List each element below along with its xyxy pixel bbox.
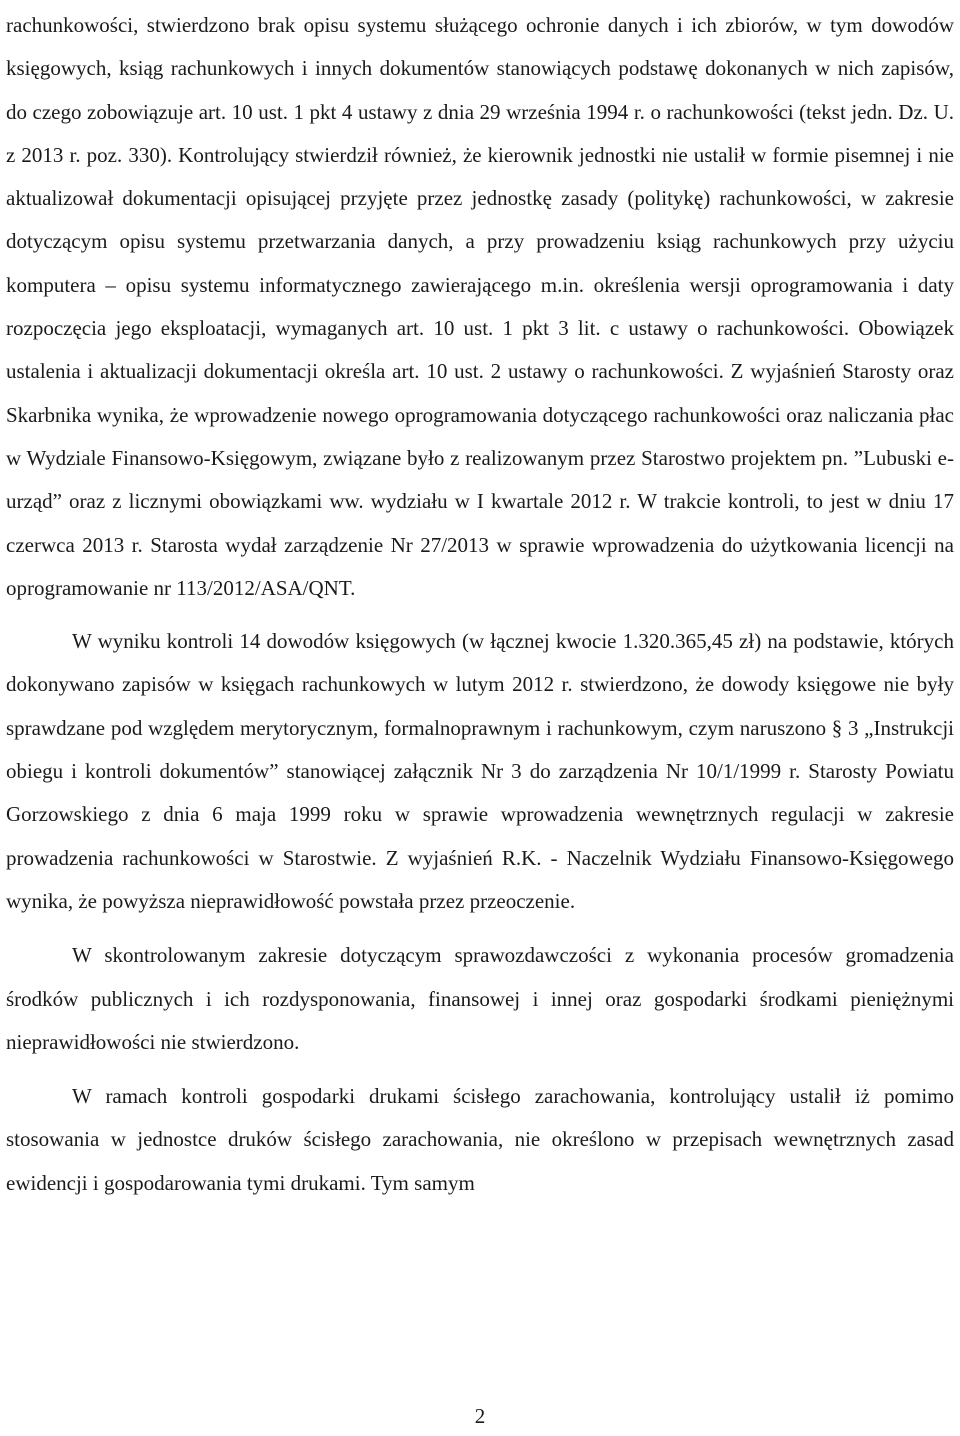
paragraph-accounting-system: rachunkowości, stwierdzono brak opisu systemu służącego ochronie danych i ich zbiorów, w tym dowodów księgowych, ksiąg rachunkowych i innych dokumentów stanowiących podstawę dokonanych w nich zapisów, do czego zobowiązuje art. 10 ust. 1 pkt 4 ustawy z dnia 29 września 1994 r. o rachunkowości (tekst jedn. Dz. U. z 2013 r. poz. 330). Kontrolujący stwierdził również, że kierownik jednostki nie ustalił w formie pisemnej i nie aktualizował dokumentacji opisującej przyjęte przez jednostkę zasady (politykę) rachunkowości, w zakresie dotyczącym opisu systemu przetwarzania danych, a przy prowadzeniu ksiąg rachunkowych przy użyciu komputera – opisu systemu informatycznego zawierającego m.in. określenia wersji oprogramowania i daty rozpoczęcia jego eksploatacji, wymaganych art. 10 ust. 1 pkt 3 lit. c ustawy o rachunkowości. Obowiązek ustalenia i aktualizacji dokumentacji określa art. 10 ust. 2 ustawy o rachunkowości. Z wyjaśnień Starosty oraz Skarbnika wynika, że wprowadzenie nowego oprogramowania dotyczącego rachunkowości oraz naliczania płac w Wydziale Finansowo-Księgowym, związane było z realizowanym przez Starostwo projektem pn. ”Lubuski e-urząd” oraz z licznymi obowiązkami ww. wydziału w I kwartale 2012 r. W trakcie kontroli, to jest w dniu 17 czerwca 2013 r. Starosta wydał zarządzenie Nr 27/2013 w sprawie wprowadzenia do użytkowania licencji na oprogramowanie nr 113/2012/ASA/QNT. [6, 13, 954, 600]
paragraph-strict-forms: W ramach kontroli gospodarki drukami ścisłego zarachowania, kontrolujący ustalił iż pomimo stosowania w jednostce druków ścisłego zarachowania, nie określono w przepisach wewnętrznych zasad ewidencji i gospodarowania tymi drukami. Tym samym [6, 1084, 954, 1195]
paragraph-reporting: W skontrolowanym zakresie dotyczącym sprawozdawczości z wykonania procesów gromadzenia środków publicznych i ich rozdysponowania, finansowej i innej oraz gospodarki środkami pieniężnymi nieprawidłowości nie stwierdzono. [6, 943, 954, 1054]
paragraph-accounting-documents: W wyniku kontroli 14 dowodów księgowych (w łącznej kwocie 1.320.365,45 zł) na podstawie, których dokonywano zapisów w księgach rachunkowych w lutym 2012 r. stwierdzono, że dowody księgowe nie były sprawdzane pod względem merytorycznym, formalnoprawnym i rachunkowym, czym naruszono § 3 „Instrukcji obiegu i kontroli dokumentów” stanowiącej załącznik Nr 3 do zarządzenia Nr 10/1/1999 r. Starosty Powiatu Gorzowskiego z dnia 6 maja 1999 roku w sprawie wprowadzenia wewnętrznych regulacji w zakresie prowadzenia rachunkowości w Starostwie. Z wyjaśnień R.K. - Naczelnik Wydziału Finansowo-Księgowego wynika, że powyższa nieprawidłowość powstała przez przeoczenie. [6, 629, 954, 913]
document-page [6, 4, 954, 1205]
page-number: 2 [474, 1404, 486, 1428]
